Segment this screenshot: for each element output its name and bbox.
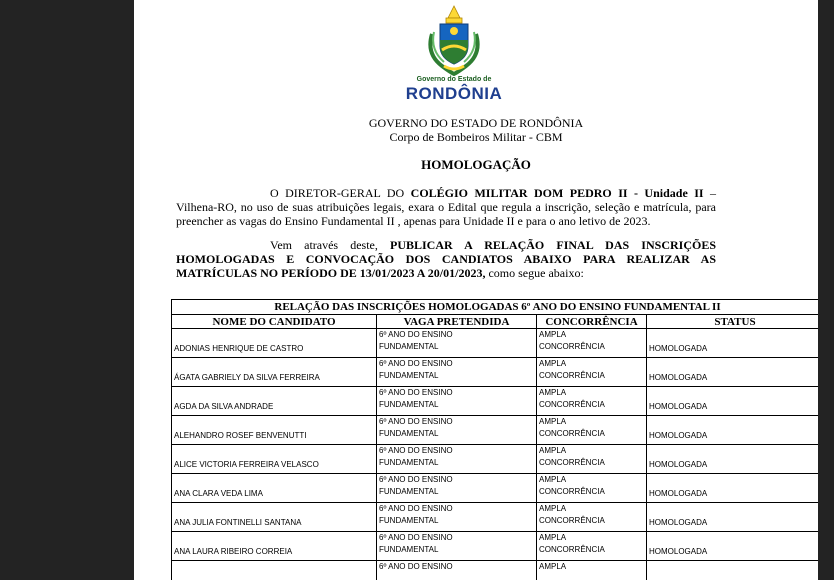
vaga-pretendida-cell [377,532,537,561]
status-value-cell [647,387,819,416]
concorrencia-cell [537,445,647,474]
vaga-pretendida-cell [377,503,537,532]
concorrencia-line-1: AMPLA [539,446,567,455]
candidate-name: ANA LAURA RIBEIRO CORREIA [174,547,293,556]
status-value: HOMOLOGADA [649,344,708,353]
vaga-pretendida-line-2: FUNDAMENTAL [379,429,439,438]
table-caption: RELAÇÃO DAS INSCRIÇÕES HOMOLOGADAS 6º ANO DO ENSINO FUNDAMENTAL II [172,300,819,315]
status-value: HOMOLOGADA [649,518,708,527]
vaga-pretendida-line-1: 6º ANO DO ENSINO [379,417,453,426]
status-value-cell [647,445,819,474]
header-name: NOME DO CANDIDATO [172,315,377,329]
concorrencia-cell [537,416,647,445]
vaga-pretendida-line-2: FUNDAMENTAL [379,516,439,525]
status-value: HOMOLOGADA [649,547,708,556]
status-value-cell [647,474,819,503]
candidate-name [174,575,374,580]
candidate-name: ANA JULIA FONTINELLI SANTANA [174,518,302,527]
vaga-pretendida-line-1: 6º ANO DO ENSINO [379,504,453,513]
header-status: STATUS [647,315,819,329]
candidate-name: AGDA DA SILVA ANDRADE [174,402,274,411]
candidate-name-cell [172,329,377,358]
vaga-pretendida-line-2: FUNDAMENTAL [379,458,439,467]
header-vaga: VAGA PRETENDIDA [377,315,537,329]
candidate-name-cell [172,445,377,474]
concorrencia-line-1: AMPLA [539,504,567,513]
candidate-name-cell [172,561,377,580]
concorrencia-cell [537,329,647,358]
paragraph-publication-bold: PUBLICAR A RELAÇÃO FINAL DAS INSCRIÇÕES HOMOLOGADAS E CONVOCAÇÃO DOS CANDIATOS ABAIXO PARA REALIZAR AS MATRÍCULAS NO PERÍODO DE 13/01/2023 A 20/01/2023, [176,238,716,280]
government-heading: GOVERNO DO ESTADO DE RONDÔNIA [368,116,584,130]
corps-heading: Corpo de Bombeiros Militar - CBM [389,130,563,144]
status-value: HOMOLOGADA [649,431,708,440]
viewer-background-left [0,0,134,580]
vaga-pretendida-cell [377,561,537,580]
concorrencia-line-2 [539,573,644,580]
paragraph-intro-bold: COLÉGIO MILITAR DOM PEDRO II - Unidade II [410,186,704,200]
status-value-cell [647,416,819,445]
candidate-name-cell [172,474,377,503]
concorrencia-line-2: CONCORRÊNCIA [539,516,605,525]
status-value: HOMOLOGADA [649,373,708,382]
vaga-pretendida-cell [377,416,537,445]
status-value-cell [647,358,819,387]
status-value: HOMOLOGADA [649,460,708,469]
concorrencia-cell [537,532,647,561]
concorrencia-line-2: CONCORRÊNCIA [539,371,605,380]
logo-caption: Governo do Estado de [416,76,492,83]
candidate-name: ADONIAS HENRIQUE DE CASTRO [174,344,304,353]
table-row [172,387,819,416]
concorrencia-line-1: AMPLA [539,388,567,397]
vaga-pretendida-line-2: FUNDAMENTAL [379,371,439,380]
concorrencia-line-2: CONCORRÊNCIA [539,458,605,467]
table-header-row [172,315,819,329]
status-value: HOMOLOGADA [649,402,708,411]
paragraph-publication-text-a: Vem através deste, [270,238,390,252]
vaga-pretendida-line-2 [379,573,534,580]
vaga-pretendida-line-2: FUNDAMENTAL [379,545,439,554]
table-row [172,445,819,474]
document-page [134,0,818,580]
coat-of-arms-logo [424,4,484,76]
results-table [171,299,818,580]
concorrencia-line-2: CONCORRÊNCIA [539,342,605,351]
concorrencia-line-2: CONCORRÊNCIA [539,545,605,554]
vaga-pretendida-line-1: 6º ANO DO ENSINO [379,475,453,484]
vaga-pretendida-line-2: FUNDAMENTAL [379,487,439,496]
concorrencia-cell [537,561,647,580]
vaga-pretendida-line-2: FUNDAMENTAL [379,400,439,409]
status-value [649,575,818,580]
vaga-pretendida-line-1: 6º ANO DO ENSINO [379,562,453,571]
table-row [172,329,819,358]
paragraph-publication-text-b: como segue abaixo: [485,266,584,280]
concorrencia-cell [537,358,647,387]
concorrencia-line-2: CONCORRÊNCIA [539,487,605,496]
candidate-name-cell [172,387,377,416]
vaga-pretendida-line-1: 6º ANO DO ENSINO [379,330,453,339]
header-concorrencia: CONCORRÊNCIA [537,315,647,329]
vaga-pretendida-cell [377,358,537,387]
concorrencia-line-1: AMPLA [539,562,567,571]
status-value-cell [647,329,819,358]
concorrencia-cell [537,503,647,532]
vaga-pretendida-line-1: 6º ANO DO ENSINO [379,446,453,455]
vaga-pretendida-cell [377,329,537,358]
vaga-pretendida-cell [377,445,537,474]
candidate-name: ALEHANDRO ROSEF BENVENUTTI [174,431,307,440]
concorrencia-line-1: AMPLA [539,330,567,339]
table-row [172,474,819,503]
concorrencia-cell [537,387,647,416]
concorrencia-line-1: AMPLA [539,475,567,484]
document-title: HOMOLOGAÇÃO [421,157,531,172]
concorrencia-line-2: CONCORRÊNCIA [539,400,605,409]
vaga-pretendida-line-1: 6º ANO DO ENSINO [379,533,453,542]
concorrencia-line-1: AMPLA [539,533,567,542]
status-value-cell [647,503,819,532]
candidate-name: ÁGATA GABRIELY DA SILVA FERREIRA [174,373,320,382]
candidate-name-cell [172,416,377,445]
table-body [172,329,819,580]
vaga-pretendida-cell [377,474,537,503]
candidate-name-cell [172,532,377,561]
vaga-pretendida-line-1: 6º ANO DO ENSINO [379,388,453,397]
paragraph-intro [176,186,716,228]
concorrencia-line-1: AMPLA [539,417,567,426]
paragraph-intro-text-a: O DIRETOR-GERAL DO [270,186,411,200]
concorrencia-line-2: CONCORRÊNCIA [539,429,605,438]
table-row [172,503,819,532]
vaga-pretendida-line-2: FUNDAMENTAL [379,342,439,351]
candidate-name-cell [172,358,377,387]
concorrencia-line-1: AMPLA [539,359,567,368]
status-value-cell [647,561,819,580]
table-row [172,561,819,580]
candidate-name-cell [172,503,377,532]
table-row [172,416,819,445]
candidate-name: ALICE VICTORIA FERREIRA VELASCO [174,460,319,469]
candidate-name: ANA CLARA VEDA LIMA [174,489,263,498]
paragraph-intro-text-b: – Vilhena-RO, no uso de suas atribuições legais, exara o Edital que regula a inscrição, seleção e matrícula, para preencher as vagas do Ensino Fundamental II , apenas para Unidade II e para o ano letivo de 2023. [176,186,717,228]
vaga-pretendida-cell [377,387,537,416]
status-value-cell [647,532,819,561]
table-row [172,532,819,561]
viewer-background-right [818,0,834,580]
status-value: HOMOLOGADA [649,489,708,498]
vaga-pretendida-line-1: 6º ANO DO ENSINO [379,359,453,368]
table-row [172,358,819,387]
paragraph-publication [176,238,716,280]
logo-state-name: RONDÔNIA [405,84,503,103]
concorrencia-cell [537,474,647,503]
